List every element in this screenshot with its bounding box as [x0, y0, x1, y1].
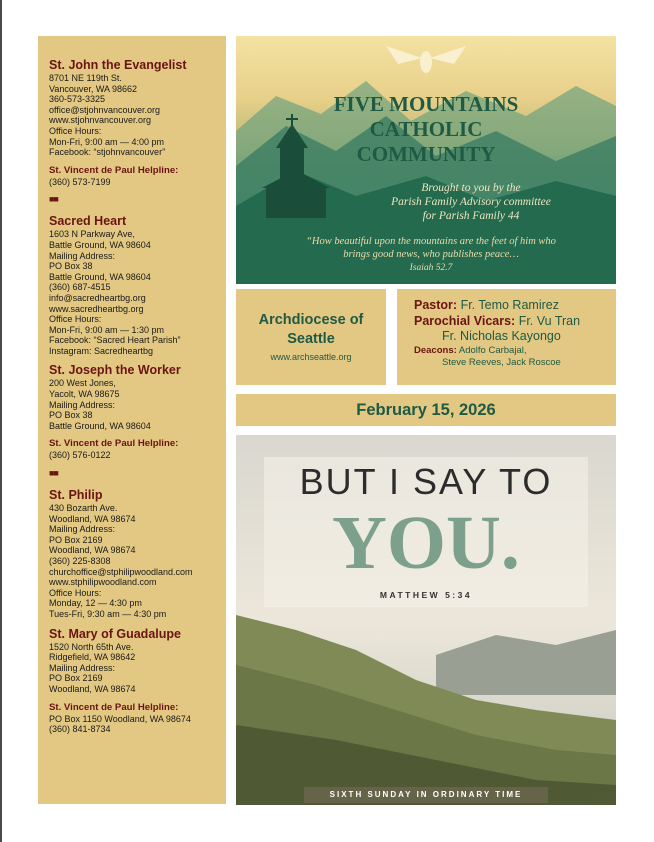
parish-address: 1603 N Parkway Ave,	[49, 229, 135, 240]
parish-email[interactable]: churchoffice@stphilipwoodland.com	[49, 566, 193, 577]
vicars-line	[414, 314, 616, 330]
parish-name: St. Joseph the Worker	[49, 363, 181, 378]
parish-city: Woodland, WA 98674	[49, 513, 136, 524]
office-hours: Mon-Fri, 9:00 am — 4:00 pm	[49, 136, 165, 147]
banner-quote-line-2: brings good news, who publishes peace…	[343, 249, 519, 260]
parish-directory-sidebar	[38, 36, 226, 804]
deacons-label: Deacons:	[414, 344, 457, 356]
deacons-line	[414, 345, 616, 357]
archdiocese-box	[236, 289, 386, 385]
helpline-title: St. Vincent de Paul Helpline:	[49, 164, 179, 176]
mailing-box: PO Box 38	[49, 410, 93, 421]
parish-email[interactable]: office@stjohnvancouver.org	[49, 104, 161, 115]
scripture-headline: BUT I SAY TO	[299, 461, 553, 502]
page-edge	[0, 0, 2, 842]
helpline-st-mary	[49, 702, 226, 735]
parish-st-john	[49, 58, 226, 158]
parish-website[interactable]: www.sacredheartbg.org	[49, 303, 144, 314]
archdiocese-name-line-1: Archdiocese of	[258, 312, 364, 328]
parish-website[interactable]: www.stphilipwoodland.com	[49, 577, 157, 588]
office-hours-label: Office Hours:	[49, 125, 102, 136]
mailing-label: Mailing Address:	[49, 399, 116, 410]
mailing-city: Woodland, WA 98674	[49, 545, 136, 556]
banner-title-line-3: COMMUNITY	[356, 142, 496, 166]
banner-subtitle-line-2: Parish Family Advisory committee	[391, 196, 551, 208]
mailing-city: Battle Ground, WA 98604	[49, 420, 151, 431]
archdiocese-website[interactable]: www.archseattle.org	[270, 352, 352, 362]
parish-name: St. John the Evangelist	[49, 58, 187, 72]
mailing-city: Woodland, WA 98674	[49, 683, 136, 694]
mailing-label: Mailing Address:	[49, 524, 116, 535]
banner-title-line-1: FIVE MOUNTAINS	[333, 92, 519, 116]
archdiocese-name-line-2: Seattle	[287, 331, 335, 347]
parish-name: Sacred Heart	[49, 214, 127, 229]
parish-city: Ridgefield, WA 98642	[49, 652, 136, 663]
office-hours-label: Office Hours:	[49, 314, 102, 325]
ornament-divider: ■■	[49, 468, 58, 479]
parish-city: Battle Ground, WA 98604	[49, 239, 151, 250]
parish-city: Vancouver, WA 98662	[49, 83, 138, 94]
helpline-st-joseph	[49, 438, 226, 461]
parish-name: St. Philip	[49, 488, 103, 503]
parish-name: St. Mary of Guadalupe	[49, 626, 181, 641]
helpline-title: St. Vincent de Paul Helpline:	[49, 701, 179, 713]
facebook-handle: Facebook: “Sacred Heart Parish”	[49, 335, 181, 346]
parish-address: 8701 NE 119th St.	[49, 73, 122, 83]
deacon-names: Adolfo Carbajal,	[458, 344, 527, 356]
parish-website[interactable]: www.stjohnvancouver.org	[49, 115, 152, 126]
parish-email[interactable]: info@sacredheartbg.org	[49, 292, 146, 303]
instagram-handle: Instagram: Sacredheartbg	[49, 345, 154, 356]
parish-address: 1520 North 65th Ave.	[49, 641, 134, 652]
facebook-handle: Facebook: “stjohnvancouver”	[49, 147, 166, 158]
parish-phone[interactable]: 360-573-3325	[49, 94, 106, 105]
mailing-label: Mailing Address:	[49, 250, 116, 261]
scripture-reference: MATTHEW 5:34	[379, 590, 473, 600]
mailing-label: Mailing Address:	[49, 662, 116, 673]
office-hours-monday: Monday, 12 — 4:30 pm	[49, 598, 142, 609]
mailing-box: PO Box 2169	[49, 534, 103, 545]
archdiocese-name	[236, 311, 386, 349]
liturgical-day-label: SIXTH SUNDAY IN ORDINARY TIME	[304, 787, 548, 803]
banner-citation: Isaiah 52.7	[409, 263, 453, 273]
dove-icon	[386, 46, 466, 73]
banner-subtitle-line-3: for Parish Family 44	[422, 210, 520, 222]
pastor-name: Fr. Temo Ramirez	[460, 298, 559, 312]
office-hours-label: Office Hours:	[49, 587, 102, 598]
mailing-city: Battle Ground, WA 98604	[49, 271, 151, 282]
parish-city: Yacolt, WA 98675	[49, 389, 120, 400]
vicars-label: Parochial Vicars:	[414, 313, 516, 328]
parish-sacred-heart	[49, 214, 226, 356]
parish-phone[interactable]: (360) 225-8308	[49, 556, 111, 566]
deacon-names: Steve Reeves, Jack Roscoe	[442, 356, 561, 368]
pastor-line	[414, 298, 616, 314]
parish-address: 200 West Jones,	[49, 378, 116, 389]
helpline-phone[interactable]: (360) 576-0122	[49, 450, 111, 461]
mailing-box: PO Box 38	[49, 261, 93, 272]
vicar-name: Fr. Nicholas Kayongo	[442, 329, 561, 343]
parish-address: 430 Bozarth Ave.	[49, 503, 118, 514]
vicar-name: Fr. Vu Tran	[518, 313, 581, 328]
parish-st-mary	[49, 627, 226, 695]
helpline-title: St. Vincent de Paul Helpline:	[49, 438, 179, 450]
helpline-phone[interactable]: (360) 573-7199	[49, 176, 111, 187]
parish-st-joseph	[49, 363, 226, 431]
office-hours: Mon-Fri, 9:00 am — 1:30 pm	[49, 324, 165, 335]
ornament-divider: ■■	[49, 194, 58, 205]
clergy-box	[397, 289, 616, 385]
banner-subtitle-line-1: Brought to you by the	[421, 182, 521, 194]
pastor-label: Pastor:	[414, 298, 458, 312]
parish-st-philip	[49, 488, 226, 620]
parish-phone[interactable]: (360) 687-4515	[49, 282, 111, 293]
photo-watermark: OLPH	[596, 797, 610, 803]
header-banner	[236, 36, 616, 284]
banner-quote-line-1: “How beautiful upon the mountains are the feet of him who	[306, 236, 556, 247]
banner-title-line-2: CATHOLIC	[369, 117, 483, 141]
scripture-emphasis: YOU.	[332, 501, 520, 585]
helpline-mailing: PO Box 1150 Woodland, WA 98674	[49, 713, 191, 724]
helpline-st-john	[49, 165, 226, 188]
scripture-photo	[236, 435, 616, 805]
helpline-phone[interactable]: (360) 841-8734	[49, 724, 111, 735]
bulletin-date: February 15, 2026	[236, 394, 616, 426]
office-hours-weekday: Tues-Fri, 9:30 am — 4:30 pm	[49, 608, 167, 619]
mailing-box: PO Box 2169	[49, 673, 103, 684]
